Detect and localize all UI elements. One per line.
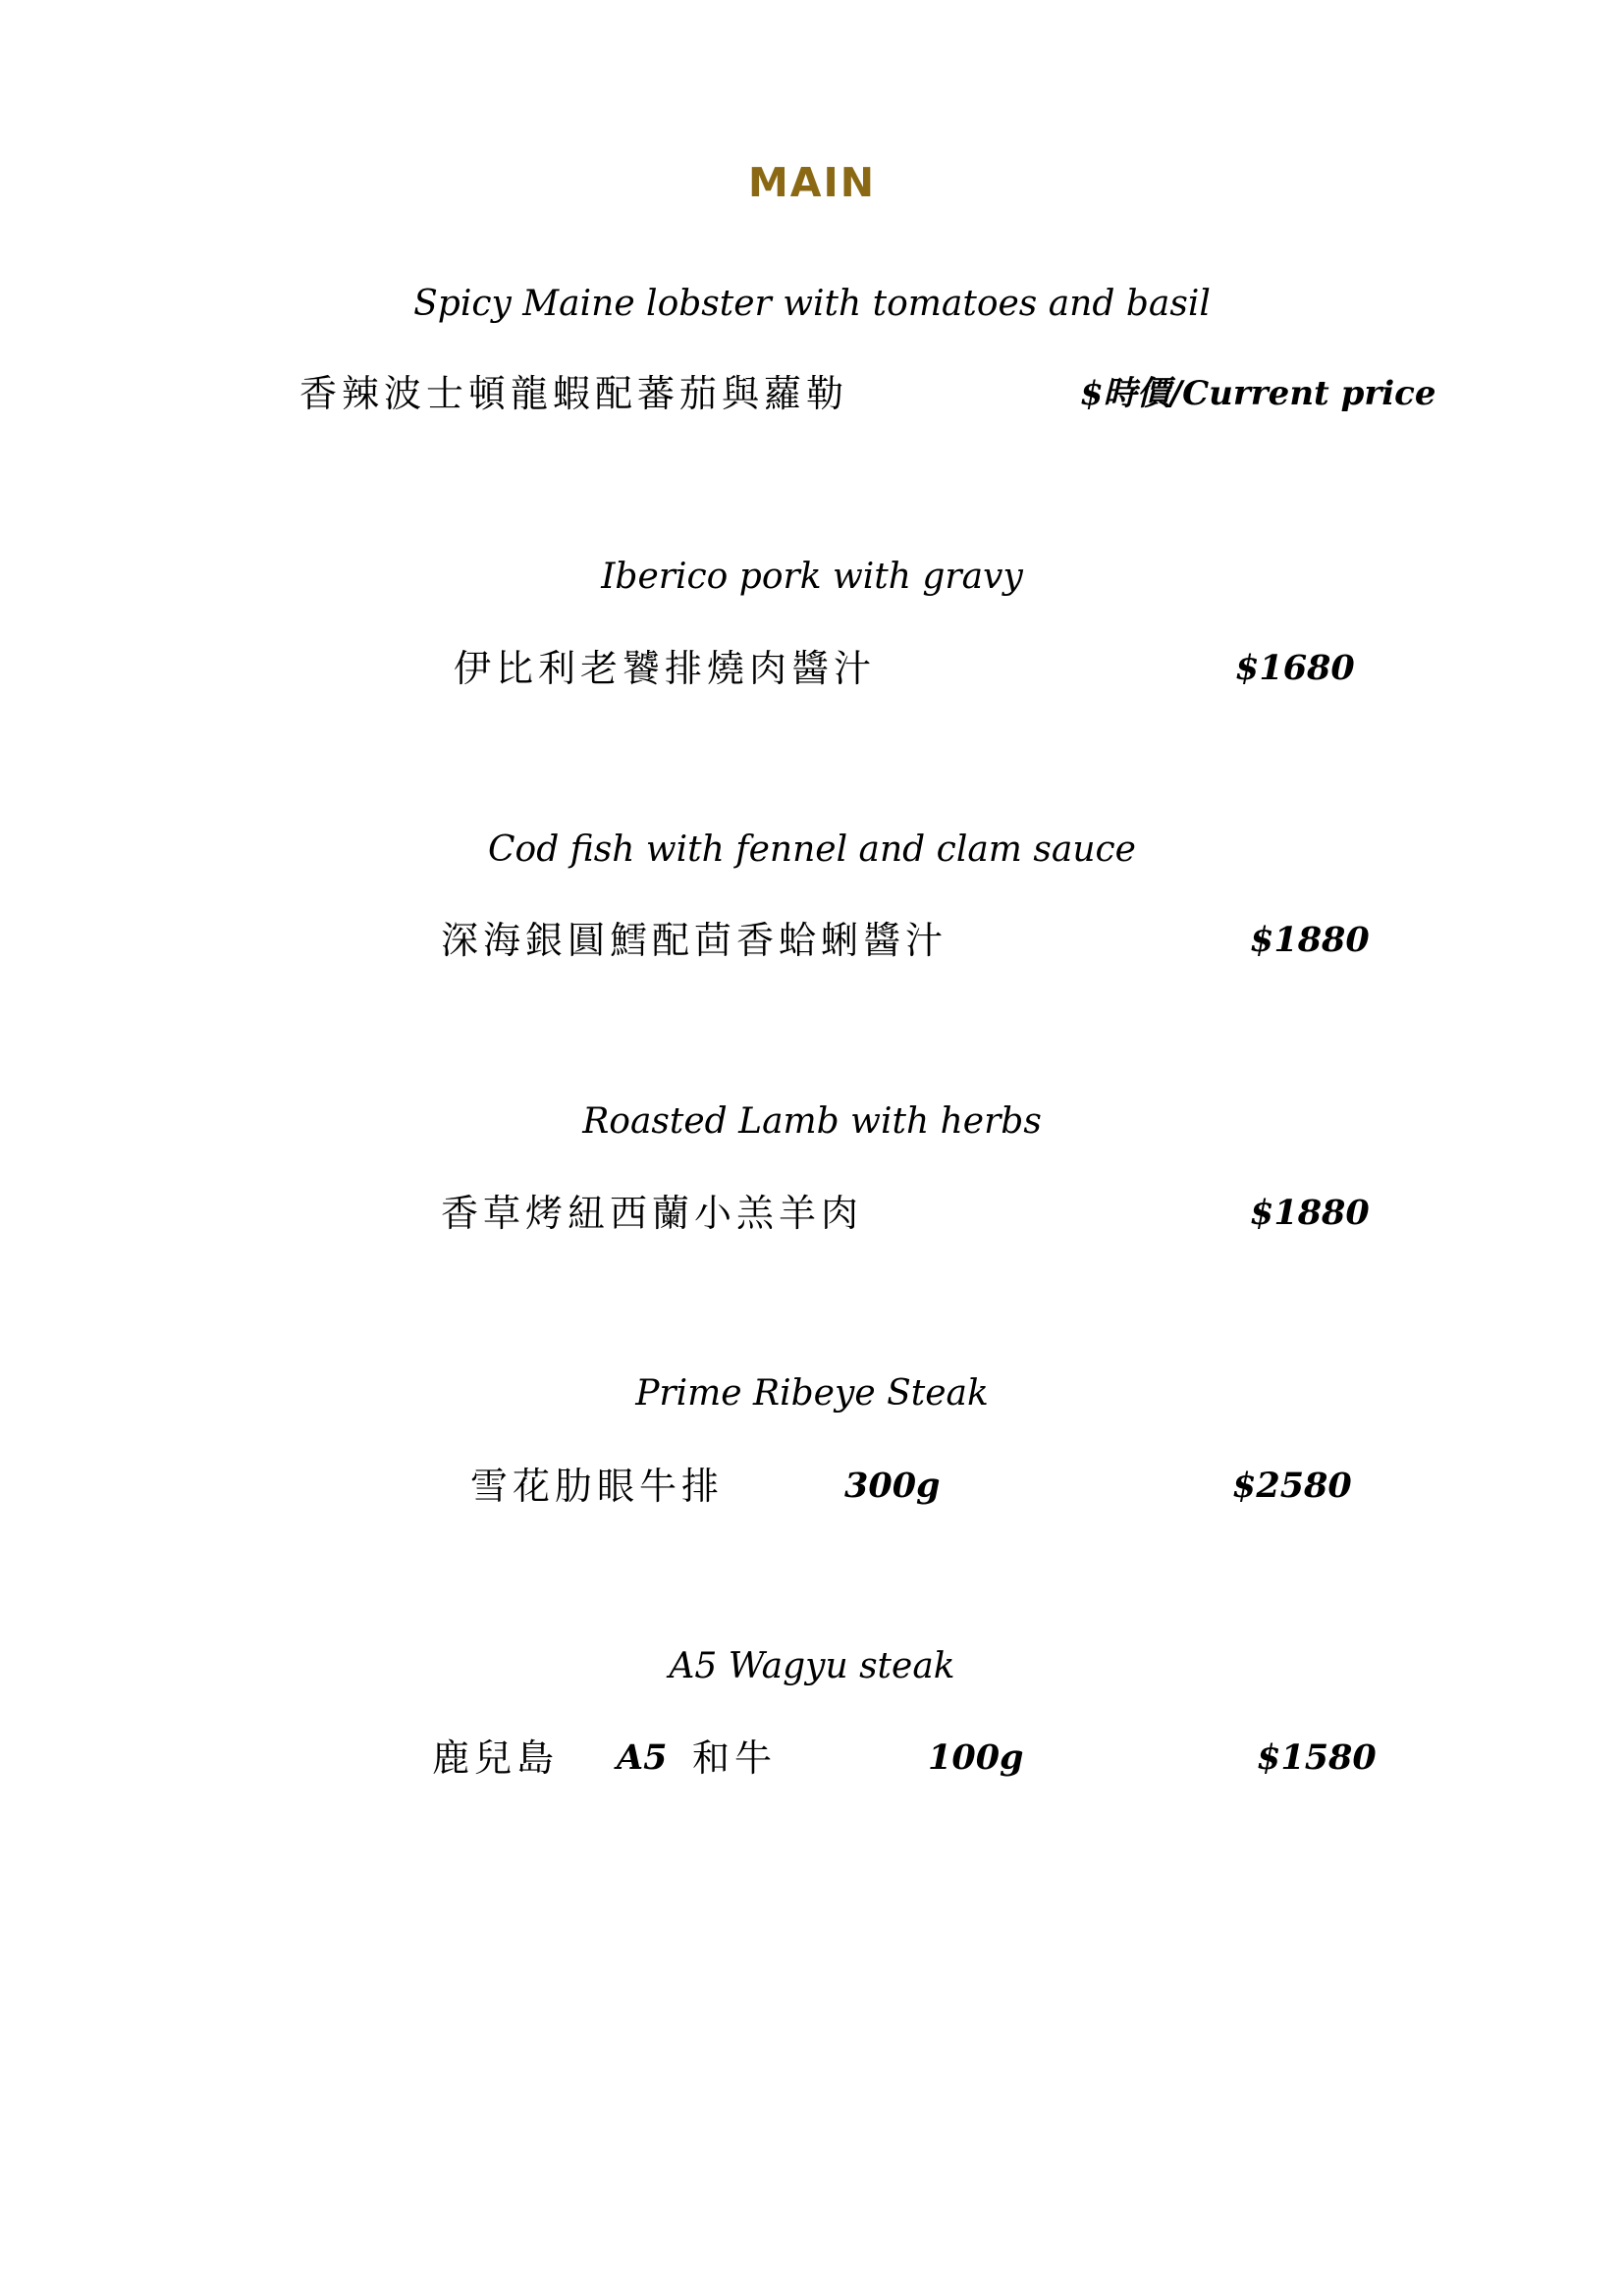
menu-item-1-price: $時價/Current price bbox=[1080, 374, 1436, 413]
menu-item-1-name-zh: 香辣波士頓龍蝦配蕃茄與蘿勒 bbox=[299, 372, 849, 415]
menu-item-2-price: $1680 bbox=[1235, 648, 1355, 688]
menu-item-3-name-zh: 深海銀圓鱈配茴香蛤蜊醬汁 bbox=[441, 919, 948, 962]
menu-item-1-row bbox=[0, 369, 1624, 418]
menu-item-5-row bbox=[0, 1462, 1624, 1511]
menu-item-5-price: $2580 bbox=[1232, 1466, 1352, 1506]
menu-item-2-row bbox=[0, 644, 1624, 693]
menu-item-5-name-en: Prime Ribeye Steak bbox=[635, 1373, 989, 1414]
menu-item-4-name-zh: 香草烤紐西蘭小羔羊肉 bbox=[441, 1192, 864, 1235]
menu-item-2-name-en: Iberico pork with gravy bbox=[601, 557, 1023, 597]
menu-item-1-name-en: Spicy Maine lobster with tomatoes and basil bbox=[413, 284, 1211, 324]
menu-item-4-row bbox=[0, 1189, 1624, 1238]
menu-item-6-price: $1580 bbox=[1257, 1737, 1377, 1778]
menu-item-2-name-zh: 伊比利老饕排燒肉醬汁 bbox=[454, 647, 877, 690]
menu-item-5-name-zh: 雪花肋眼牛排 bbox=[470, 1465, 725, 1508]
menu-item-6-name-zh-grade: A5 bbox=[617, 1737, 668, 1778]
menu-item-3-row bbox=[0, 916, 1624, 965]
menu-item-6-row bbox=[0, 1734, 1624, 1783]
menu-item-6-name-zh-prefix: 鹿兒島 bbox=[432, 1736, 560, 1780]
menu-item-6-name-zh-suffix: 和牛 bbox=[692, 1736, 778, 1780]
menu-item-6-weight: 100g bbox=[928, 1737, 1024, 1778]
menu-item-3-name-en: Cod fish with fennel and clam sauce bbox=[488, 829, 1136, 870]
menu-item-5-weight: 300g bbox=[844, 1466, 941, 1506]
menu-item-4-price: $1880 bbox=[1250, 1193, 1370, 1233]
menu-item-6-name-en: A5 Wagyu steak bbox=[669, 1646, 955, 1686]
menu-item-4-name-en: Roasted Lamb with herbs bbox=[582, 1101, 1042, 1142]
menu-title: MAIN bbox=[747, 159, 877, 206]
menu-item-3-price: $1880 bbox=[1250, 920, 1370, 960]
